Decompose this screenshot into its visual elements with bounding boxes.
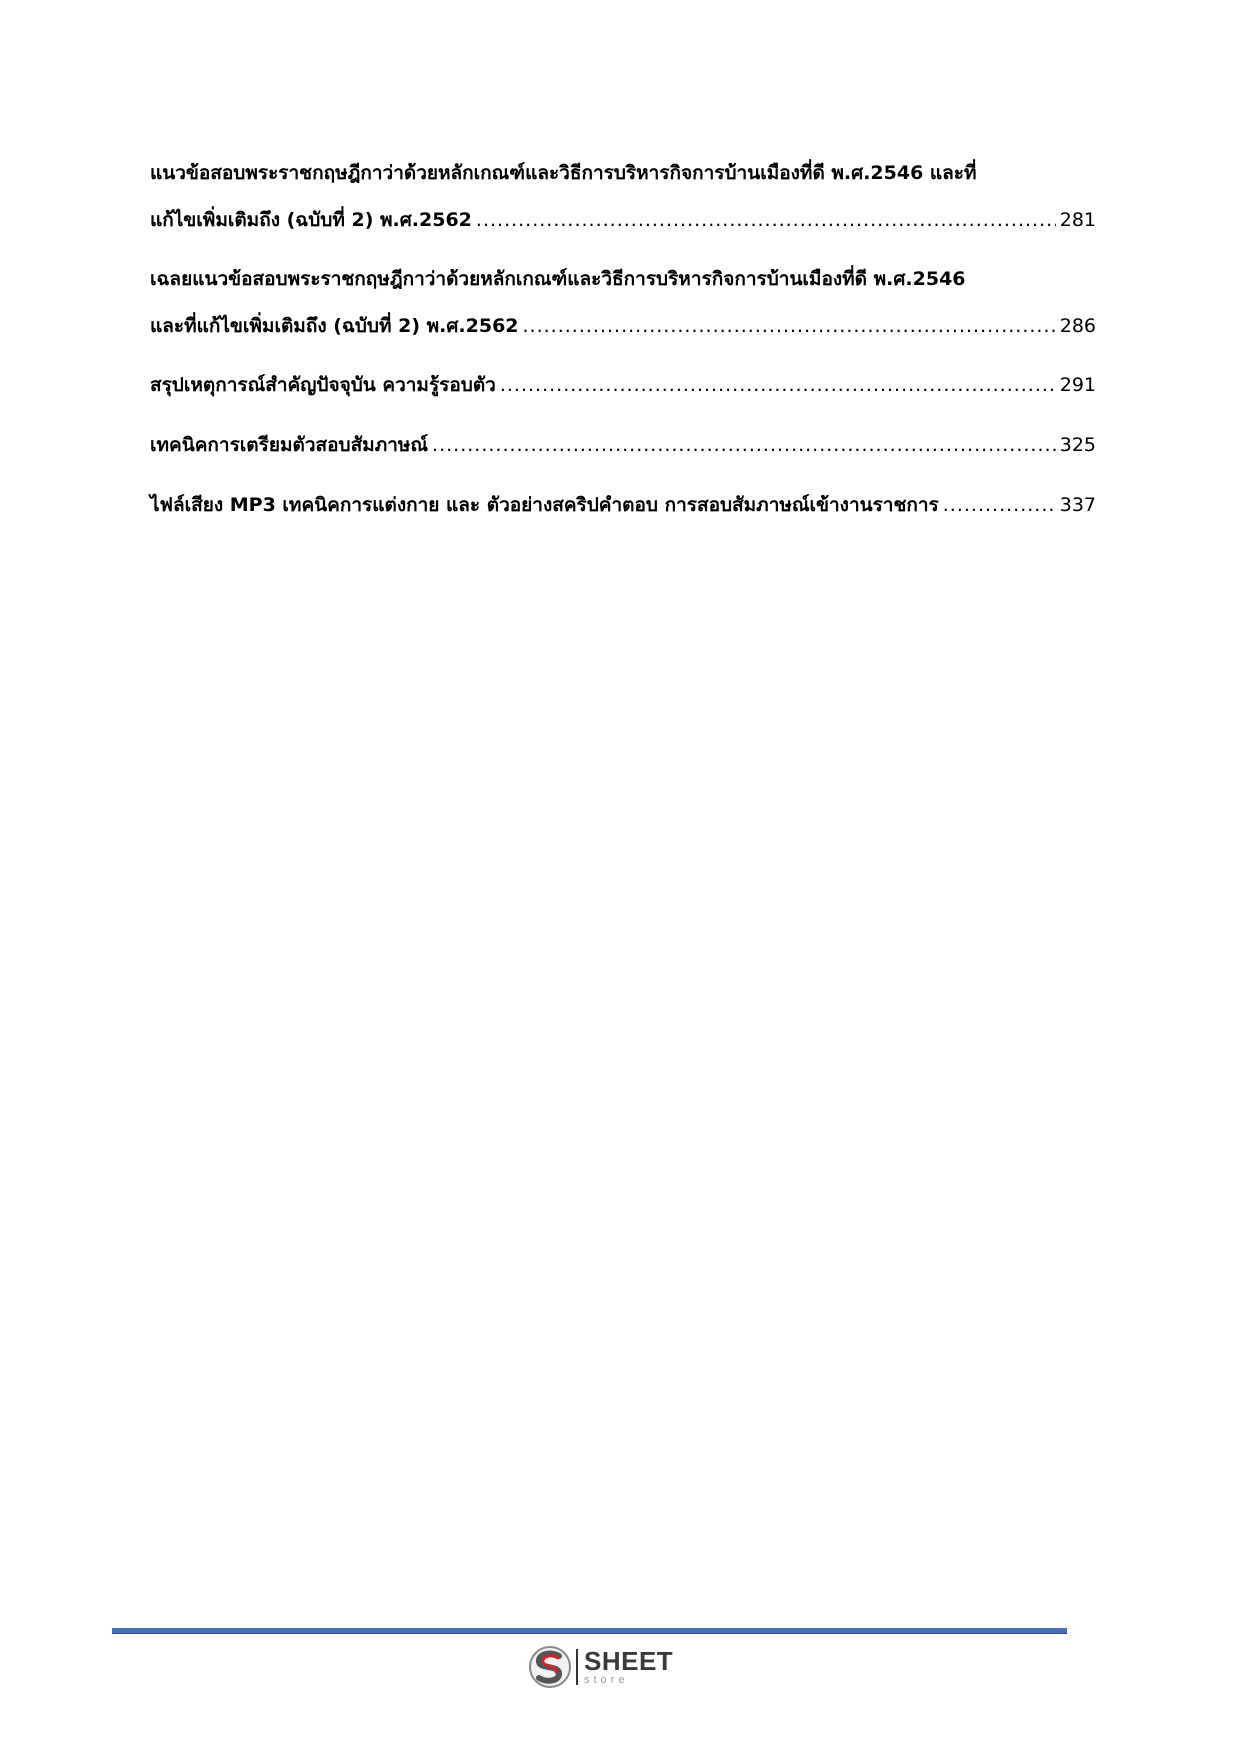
toc-page-number: 325 [1059,434,1096,456]
logo-word: SHEET [584,1646,674,1676]
toc-dot-leader [500,362,1056,409]
toc-entry-title-line2: และที่แก้ไขเพิ่มเติมถึง (ฉบับที่ 2) พ.ศ.2562 [150,315,519,337]
footer-rule [112,1628,1067,1634]
table-of-contents [150,150,1096,542]
toc-dot-leader [943,482,1056,529]
toc-entry-title: ไฟล์เสียง MP3 เทคนิคการแต่งกาย และ ตัวอย่างสคริปคำตอบ การสอบสัมภาษณ์เข้างานราชการ [150,494,939,516]
sheet-store-logo [528,1643,688,1691]
logo-divider [576,1649,578,1685]
toc-page-number: 286 [1059,315,1096,337]
toc-entry[interactable] [150,150,1096,244]
logo-text [584,1648,673,1686]
toc-dot-leader [432,422,1056,469]
toc-entry[interactable] [150,362,1096,409]
toc-entry-title-line1: แนวข้อสอบพระราชกฤษฎีกาว่าด้วยหลักเกณฑ์และวิธีการบริหารกิจการบ้านเมืองที่ดี พ.ศ.2546 และที่ [150,162,977,184]
toc-entry-title-line1: เฉลยแนวข้อสอบพระราชกฤษฎีกาว่าด้วยหลักเกณฑ์และวิธีการบริหารกิจการบ้านเมืองที่ดี พ.ศ.2546 [150,268,966,290]
toc-entry[interactable] [150,482,1096,529]
toc-entry-title: เทคนิคการเตรียมตัวสอบสัมภาษณ์ [150,434,429,456]
toc-entry[interactable] [150,422,1096,469]
toc-entry[interactable] [150,256,1096,350]
toc-entry-title-line2: แก้ไขเพิ่มเติมถึง (ฉบับที่ 2) พ.ศ.2562 [150,209,472,231]
toc-page-number: 291 [1059,374,1096,396]
toc-page-number: 337 [1059,494,1096,516]
toc-dot-leader [476,197,1056,244]
toc-page-number: 281 [1059,209,1096,231]
toc-entry-title: สรุปเหตุการณ์สำคัญปัจจุบัน ความรู้รอบตัว [150,374,496,396]
logo-subword: store [584,1674,629,1686]
toc-dot-leader [523,303,1056,350]
sheet-store-s-logo-icon [528,1645,572,1689]
